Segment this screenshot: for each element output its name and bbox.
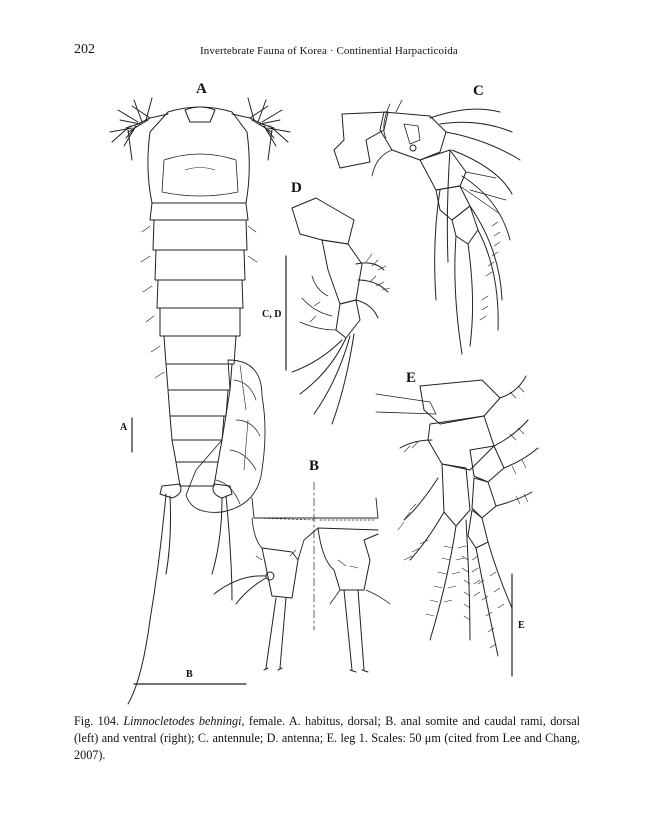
panel-label-c: C — [473, 83, 484, 99]
scale-label-b: B — [186, 669, 193, 680]
scale-label-cd: C, D — [262, 309, 282, 320]
panel-b-caudal-drawing — [134, 482, 390, 684]
panel-label-b: B — [309, 458, 320, 474]
panel-label-e: E — [406, 370, 417, 386]
scale-label-a: A — [120, 422, 128, 433]
scale-label-e: E — [518, 620, 525, 631]
panel-d-antenna-drawing — [286, 198, 390, 424]
panel-e-leg1-drawing — [376, 376, 538, 676]
panel-a-habitus-drawing — [110, 98, 290, 704]
panel-label-a: A — [196, 81, 207, 97]
panel-label-d: D — [291, 180, 302, 196]
panel-c-antennule-drawing — [334, 100, 520, 354]
page-number: 202 — [74, 42, 95, 57]
caption-species-name: Limnocletodes behningi — [123, 714, 242, 728]
caption-fig-number: Fig. 104. — [74, 714, 120, 728]
caption-text: , female. A. habitus, dorsal; B. anal somite and caudal rami, dorsal (left) and ventral (right); C. antennule; D. antenna; E. leg 1. Scales: 50 μm (cited from Lee and Chang, 2007). — [74, 714, 580, 762]
running-header: Invertebrate Fauna of Korea · Continential Harpacticoida — [200, 45, 458, 57]
figure-caption — [74, 713, 580, 764]
